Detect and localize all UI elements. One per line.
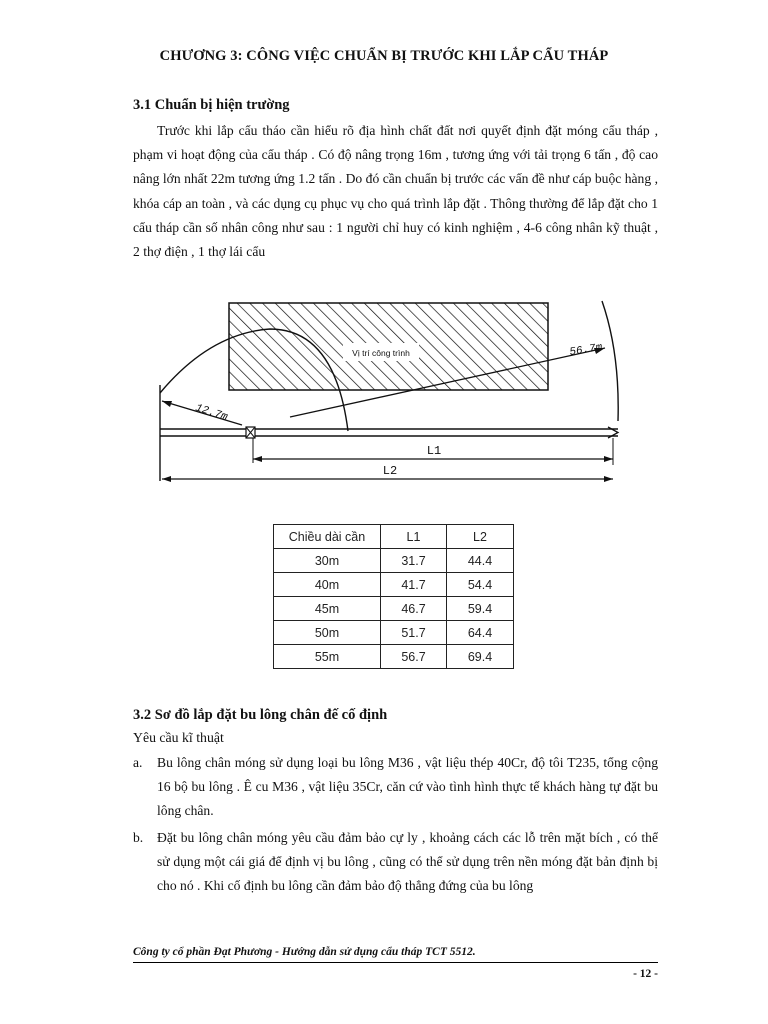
radius-large-label: 56.7m (568, 341, 604, 359)
table-cell: 46.7 (381, 597, 447, 621)
requirements-list (133, 751, 658, 900)
table-row (274, 549, 514, 573)
boom-length-table (273, 524, 514, 669)
table-cell: 40m (274, 573, 381, 597)
table-cell: 56.7 (381, 645, 447, 669)
l2-arrow-right (604, 476, 613, 482)
list-item (133, 826, 658, 899)
table-cell: 64.4 (447, 621, 514, 645)
table-cell: 54.4 (447, 573, 514, 597)
radius-small-arrowhead (162, 401, 172, 407)
section-3-1-paragraph: Trước khi lắp cẩu tháo cần hiểu rõ địa hình chất đất nơi quyết định đặt móng cẩu tháp , phạm vi hoạt động của cẩu tháp . Có độ nâng trọng 16m , tương ứng với tải trọng 6 tấn , độ cao nâng lớn nhất 22m tương ứng 1.2 tấn . Do đó cần chuẩn bị trước các vấn đề như cáp buộc hàng , khóa cáp an toàn , và các dụng cụ phục vụ cho quá trình lắp đặt . Thông thường để lắp đặt cho 1 cẩu tháp cần số nhân công như sau : 1 người chỉ huy có kinh nghiệm , 4-6 công nhân kỹ thuật , 2 thợ điện , 1 thợ lái cẩu (133, 123, 658, 260)
l2-arrow-left (162, 476, 171, 482)
technical-requirements-label: Yêu cầu kĩ thuật (133, 730, 224, 745)
table-header-cell: Chiều dài cần (274, 525, 381, 549)
chapter-title: CHƯƠNG 3: CÔNG VIỆC CHUẨN BỊ TRƯỚC KHI LẮP CẨU THÁP (159, 48, 609, 64)
table-cell: 55m (274, 645, 381, 669)
table-header-cell: L1 (381, 525, 447, 549)
section-heading-3-1: 3.1 Chuẩn bị hiện trường (133, 97, 290, 113)
table-header-row (274, 525, 514, 549)
table-row (274, 621, 514, 645)
section-heading-3-2: 3.2 Sơ đồ lắp đặt bu lông chân đế cố định (133, 707, 388, 723)
table-cell: 31.7 (381, 549, 447, 573)
table-cell: 59.4 (447, 597, 514, 621)
table-cell: 45m (274, 597, 381, 621)
l1-arrow-left (253, 456, 262, 462)
list-marker: b. (133, 829, 144, 845)
l2-label: L2 (382, 464, 398, 478)
table-row (274, 597, 514, 621)
page-number: - 12 - (633, 968, 658, 980)
list-item (133, 751, 658, 824)
table-cell: 30m (274, 549, 381, 573)
footer-company-text: Công ty cổ phần Đạt Phương - Hướng dẫn sử dụng cẩu tháp TCT 5512. (133, 946, 476, 958)
table-row (274, 573, 514, 597)
right-boundary-arc (602, 301, 618, 421)
table-header-cell: L2 (447, 525, 514, 549)
crane-site-diagram (150, 293, 630, 493)
l1-arrow-right (604, 456, 613, 462)
list-item-text: Đặt bu lông chân móng yêu cầu đảm bảo cự ly , khoảng cách các lỗ trên mặt bích , có thể sử dụng một cái giá để định vị bu lông , cũng có thể sử dụng trên nền móng đặt bản định bị cho nó . Khi cố định bu lông cần đảm bảo độ thẳng đứng của bu lông (157, 829, 658, 894)
footer-divider (133, 962, 658, 963)
l1-label: L1 (426, 444, 442, 458)
table-cell: 69.4 (447, 645, 514, 669)
table-cell: 50m (274, 621, 381, 645)
list-item-text: Bu lông chân móng sử dụng loại bu lông M36 , vật liệu thép 40Cr, độ tôi T235, tổng cộng 16 bộ bu lông . Ê cu M36 , vật liệu 35Cr, căn cứ vào tình hình thực tế khách hàng tự đặt bu lông chân. (157, 755, 658, 819)
table-cell: 44.4 (447, 549, 514, 573)
table-cell: 51.7 (381, 621, 447, 645)
table-cell: 41.7 (381, 573, 447, 597)
site-label: Vị trí công trình (352, 348, 410, 358)
list-marker: a. (133, 755, 143, 770)
table-row (274, 645, 514, 669)
radius-small-label: 12.7m (193, 402, 229, 425)
